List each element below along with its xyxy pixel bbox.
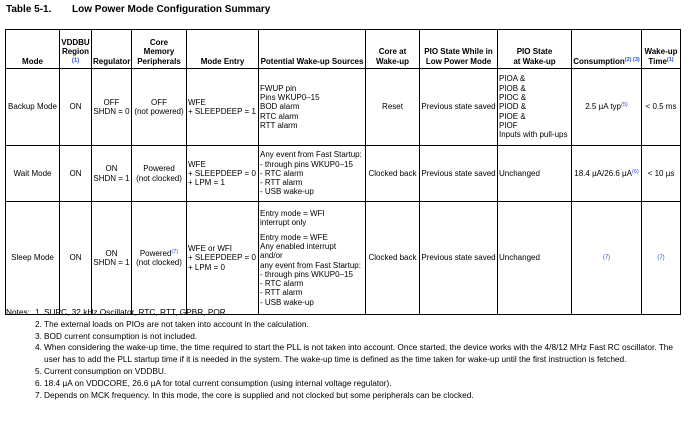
table-title: Low Power Mode Configuration Summary [72,4,271,15]
cell-vddbu: ON [60,146,92,202]
note-item: 6. 18.4 µA on VDDCORE, 26.6 µA for total current consumption (using internal voltage regulator). [35,377,392,388]
footnote-ref: (5) [621,102,628,109]
footnote-ref: (1) [666,56,674,63]
note-item: 1. SUPC, 32 kHz Oscillator, RTC, RTT, GPBR, POR. [35,307,229,317]
header-pio-state-wakeup: PIO State at Wake-up [498,30,572,69]
cell-wakeup-time [642,202,681,315]
table-notes [6,307,686,401]
footnote-ref: (7) [602,255,611,262]
cell-pio-low: Previous state saved [420,146,498,202]
table-caption [6,4,270,15]
cell-wakeup-sources: Entry mode = WFI interrupt only Entry mode = WFE Any enabled interrupt and/or any event from Fast Startup: - through pins WKUP0–15 - RTC alarm - RTT alarm - USB wake-up [259,202,366,315]
note-item: 5. Current consumption on VDDBU. [35,365,167,376]
header-consumption: Consumption$^{(2) (3)}$ [572,30,642,69]
footnote-ref: (1) [71,57,80,64]
header-mode-entry: Mode Entry [187,30,259,69]
footnote-ref: (6) [631,168,639,175]
cell-consumption [572,202,642,315]
footnote-ref: (2) (3) [624,56,640,63]
cell-regulator: OFF SHDN = 0 [92,69,132,146]
cell-pio-wakeup: Unchanged [498,146,572,202]
cell-wakeup-time: < 10 µs [642,146,681,202]
cell-pio-wakeup: PIOA & PIOB & PIOC & PIOD & PIOE & PIOF Inputs with pull-ups [498,69,572,146]
cell-mode: Wait Mode [6,146,60,202]
cell-consumption: 18.4 µA/26.6 µA$^{(6)}$ [572,146,642,202]
cell-consumption: 2.5 µA typ$^{(5)}$ [572,69,642,146]
cell-vddbu: ON [60,69,92,146]
table-row-backup [6,69,681,146]
cell-core: Powered$^{(7)}$ (not clocked) [132,202,187,315]
header-vddbu-region: VDDBU Region (1) [60,30,92,69]
note-item: 4. When considering the wake-up time, the time required to start the PLL is not taken into account. Once started, the device works with the 4/8/12 MHz Fast RC oscillator. The user has to add the PLL startup time if it is needed in the system. The wake-up time is defined as the time taken for wake-up until the first instruction is fetched. [35,342,674,365]
cell-pio-low: Previous state saved [420,202,498,315]
cell-core-wakeup: Clocked back [366,146,420,202]
cell-core-wakeup: Clocked back [366,202,420,315]
cell-core: OFF (not powered) [132,69,187,146]
low-power-mode-table [5,29,681,315]
footnote-ref: (7) [171,248,179,255]
cell-mode-entry: WFE + SLEEPDEEP = 0 + LPM = 1 [187,146,259,202]
table-number: Table 5-1. [6,4,52,15]
header-row [6,30,681,69]
cell-mode-entry: WFE or WFI + SLEEPDEEP = 0 + LPM = 0 [187,202,259,315]
header-wakeup-time: Wake-up Time$^{(1)}$ [642,30,681,69]
cell-mode-entry: WFE + SLEEPDEEP = 1 [187,69,259,146]
note-item: 2. The external loads on PIOs are not taken into account in the calculation. [35,318,309,329]
note-item: 3. BOD current consumption is not included. [35,330,198,341]
table-row-wait [6,146,681,202]
cell-core-wakeup: Reset [366,69,420,146]
header-core-memory-peripherals: Core Memory Peripherals [132,30,187,69]
cell-wakeup-time: < 0.5 ms [642,69,681,146]
header-wakeup-sources: Potential Wake-up Sources [259,30,366,69]
cell-pio-low: Previous state saved [420,69,498,146]
cell-wakeup-sources: FWUP pin Pins WKUP0–15 BOD alarm RTC alarm RTT alarm [259,69,366,146]
header-pio-state-low-power: PIO State While in Low Power Mode [420,30,498,69]
cell-core: Powered (not clocked) [132,146,187,202]
cell-mode: Backup Mode [6,69,60,146]
cell-wakeup-sources: Any event from Fast Startup: - through pins WKUP0–15 - RTC alarm - RTT alarm - USB wake-up [259,146,366,202]
cell-vddbu: ON [60,202,92,315]
notes-label: Notes: [6,307,30,317]
cell-pio-wakeup: Unchanged [498,202,572,315]
cell-mode: Sleep Mode [6,202,60,315]
footnote-ref: (7) [657,255,665,262]
header-mode: Mode [6,30,60,69]
header-regulator: Regulator [92,30,132,69]
cell-regulator: ON SHDN = 1 [92,202,132,315]
note-item: 7. Depends on MCK frequency. In this mode, the core is supplied and not clocked but some peripherals can be clocked. [35,389,474,400]
header-core-at-wakeup: Core at Wake-up [366,30,420,69]
table-row-sleep [6,202,681,315]
cell-regulator: ON SHDN = 1 [92,146,132,202]
